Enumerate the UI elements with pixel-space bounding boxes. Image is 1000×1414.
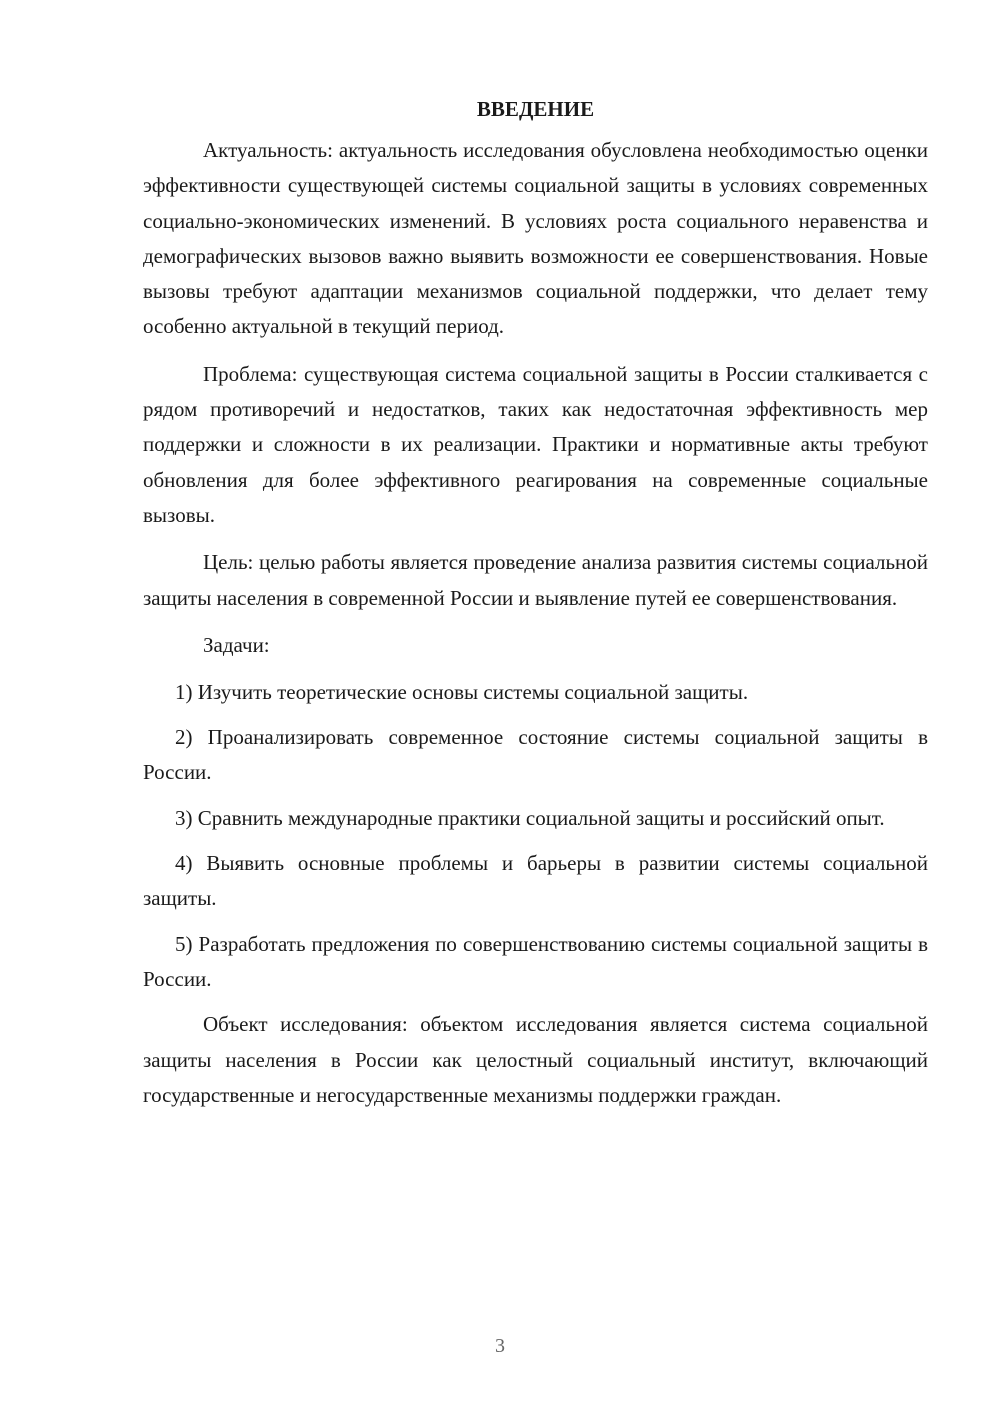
task-item-3: 3) Сравнить международные практики социальной защиты и российский опыт. (175, 805, 885, 830)
document-page (143, 92, 928, 1125)
object-paragraph: Объект исследования: объектом исследования является система социальной защиты населения в России как целостный социальный институт, включающий государственные и негосударственные механизмы поддержки граждан. (143, 1012, 928, 1107)
task-item-5: 5) Разработать предложения по совершенствованию системы социальной защиты в России. (143, 931, 928, 991)
page-number: 3 (495, 1335, 505, 1357)
task-item-4: 4) Выявить основные проблемы и барьеры в развитии системы социальной защиты. (143, 851, 928, 911)
problem-paragraph: Проблема: существующая система социальной защиты в России сталкивается с рядом противоречий и недостатков, таких как недостаточная эффективность мер поддержки и сложности в их реализации. Практики и нормативные акты требуют обновления для более эффективного реагирования на современные социальные вызовы. (143, 361, 928, 527)
tasks-heading: Задачи: (203, 632, 270, 657)
task-item-1: 1) Изучить теоретические основы системы социальной защиты. (175, 679, 749, 704)
task-item-2: 2) Проанализировать современное состояние системы социальной защиты в России. (143, 725, 928, 785)
relevance-paragraph: Актуальность: актуальность исследования обусловлена необходимостью оценки эффективности существующей системы социальной защиты в условиях современных социально-экономических изменений. В условиях роста социального неравенства и демографических вызовов важно выявить возможности ее совершенствования. Новые вызовы требуют адаптации механизмов социальной поддержки, что делает тему особенно актуальной в текущий период. (143, 138, 928, 339)
page-title: ВВЕДЕНИЕ (476, 97, 595, 121)
goal-paragraph: Цель: целью работы является проведение анализа развития системы социальной защиты населения в современной России и выявление путей ее совершенствования. (143, 550, 928, 610)
